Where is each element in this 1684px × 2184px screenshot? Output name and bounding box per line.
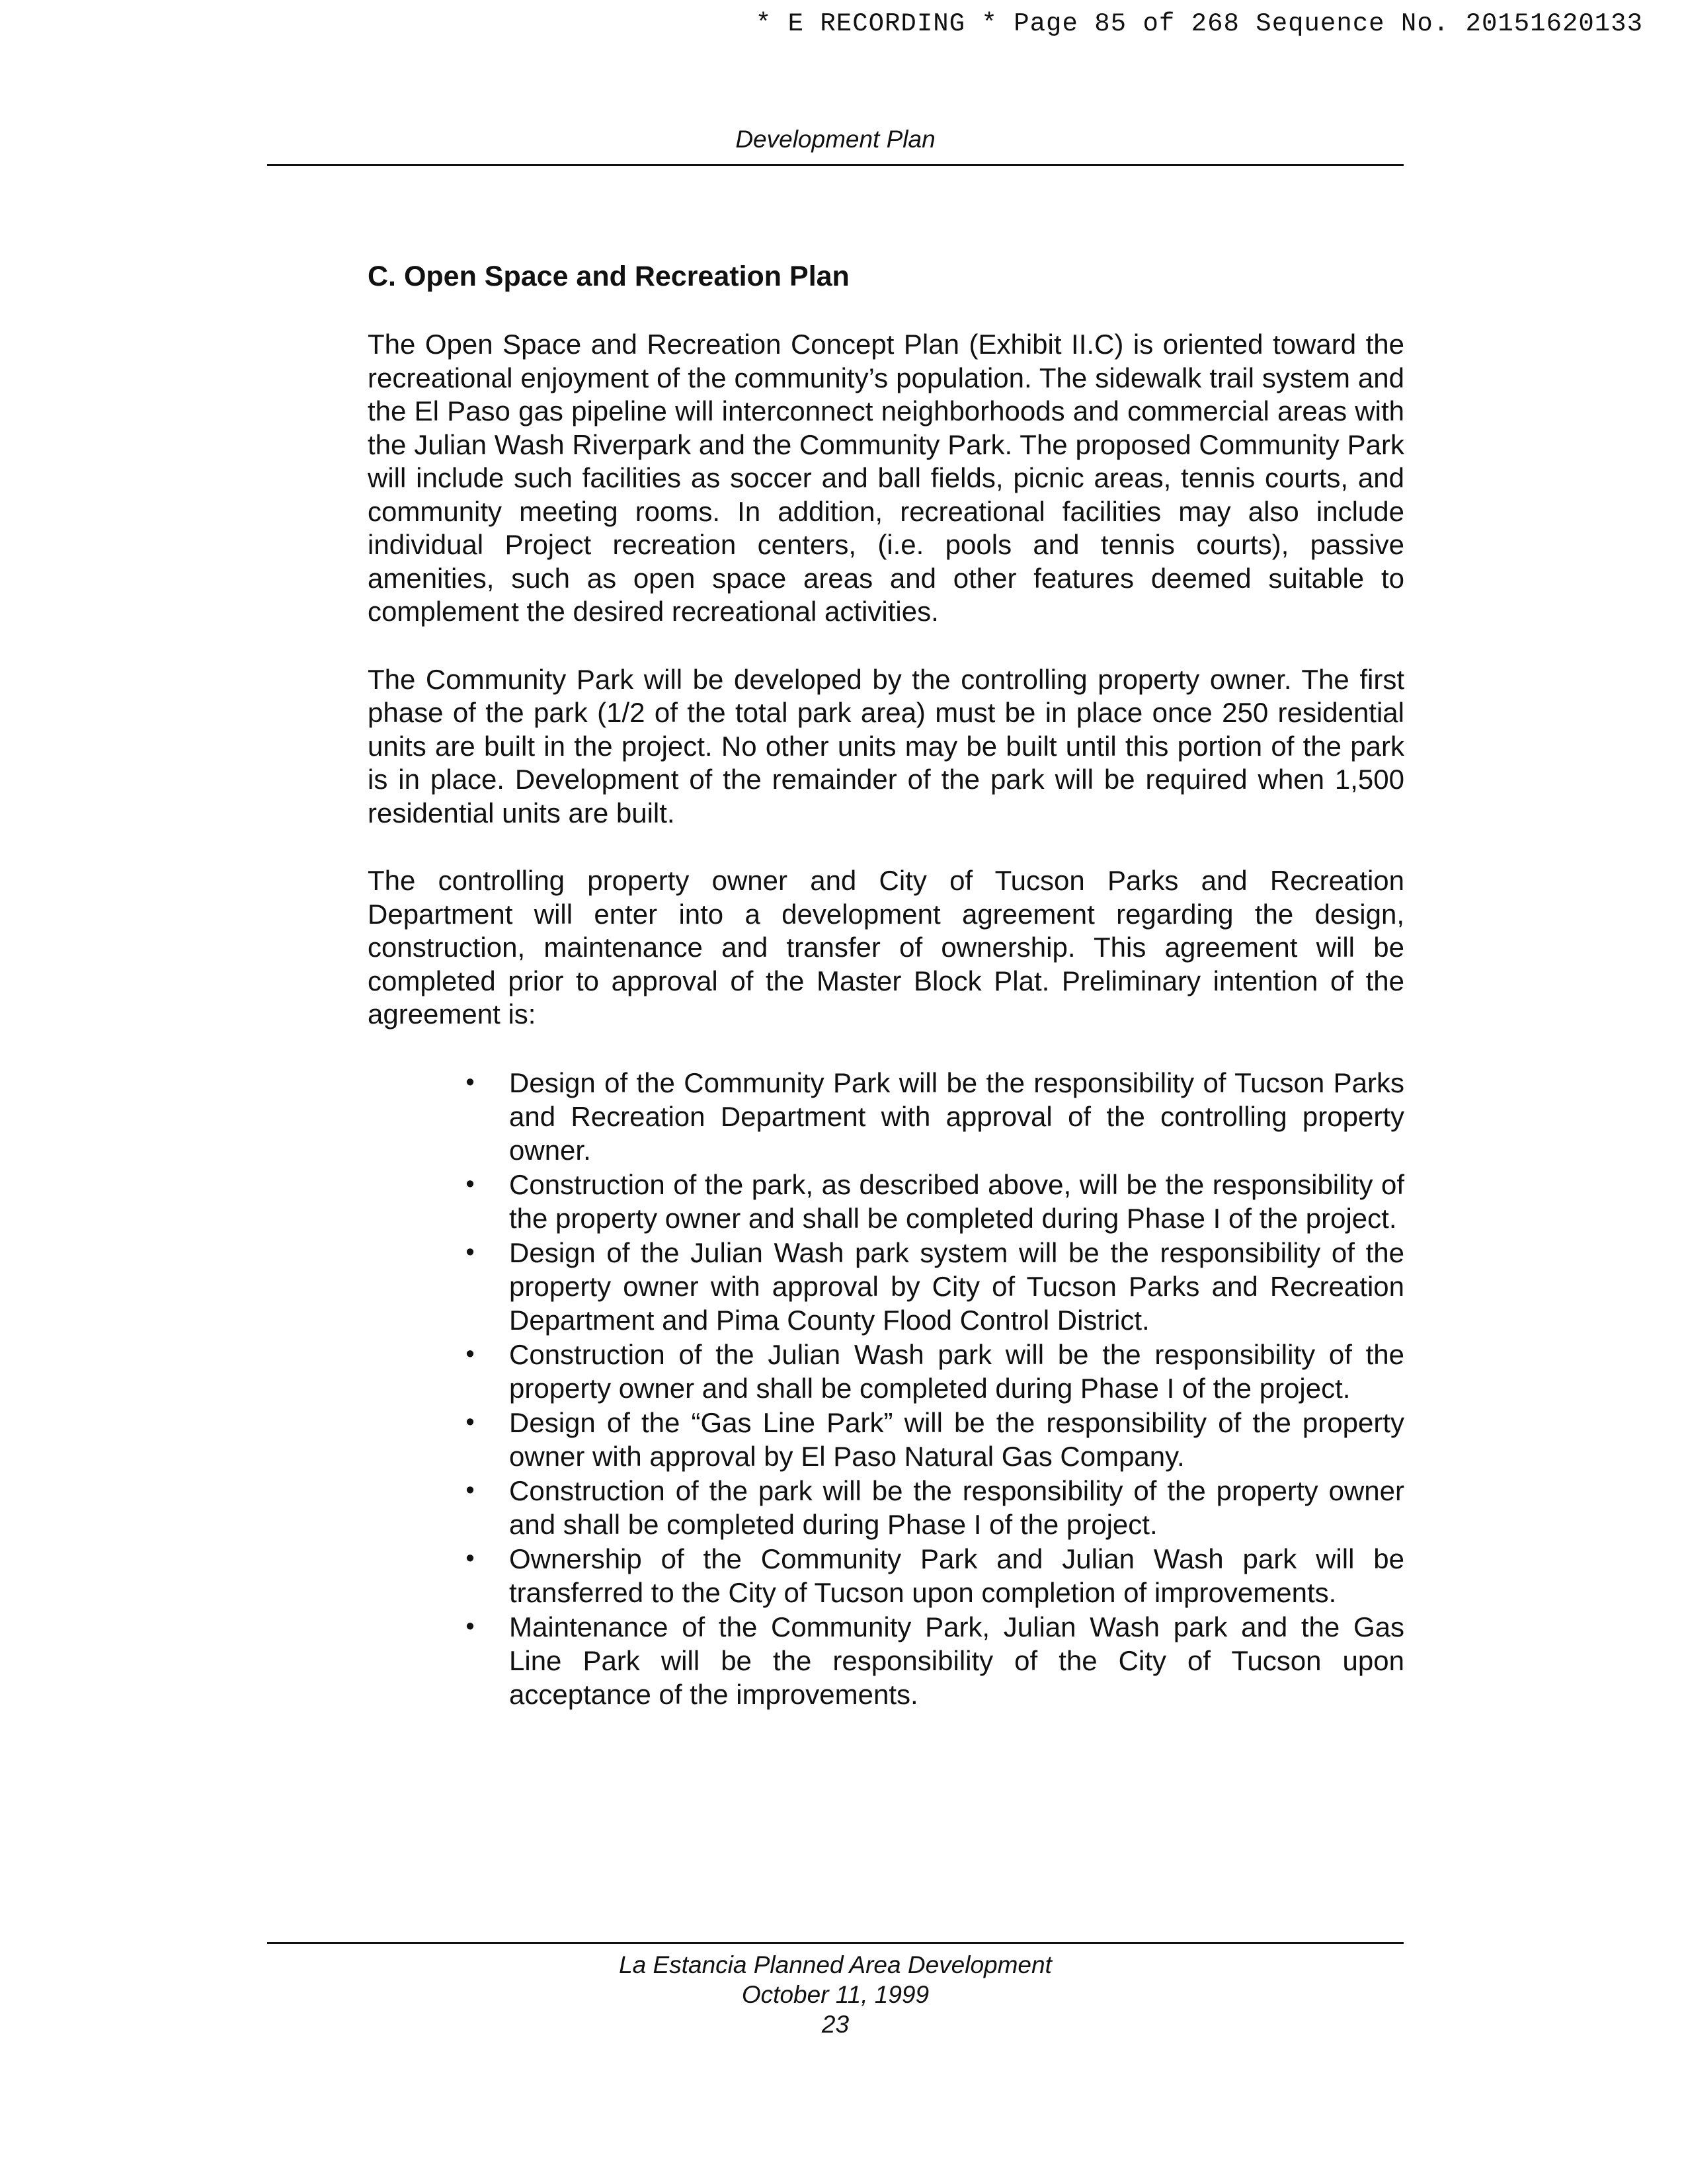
bullet-icon: • xyxy=(465,1408,475,1436)
footer-document-title: La Estancia Planned Area Development xyxy=(619,1951,1052,1978)
list-item xyxy=(465,1542,1404,1609)
bullet-icon: • xyxy=(465,1612,475,1640)
page-number: 23 xyxy=(821,2011,850,2038)
bullet-icon: • xyxy=(465,1544,475,1572)
bullet-icon: • xyxy=(465,1068,475,1096)
bullet-icon: • xyxy=(465,1340,475,1368)
paragraph-open-space-overview: The Open Space and Recreation Concept Plan (Exhibit II.C) is oriented toward the recreational enjoyment of the community’s population. The sidewalk trail system and the El Paso gas pipeline will interconnect neighborhoods and commercial areas with the Julian Wash Riverpark and the Community Park. The proposed Community Park will include such facilities as soccer and ball fields, picnic areas, tennis courts, and community meeting rooms. In addition, recreational facilities may also include individual Project recreation centers, (i.e. pools and tennis courts), passive amenities, such as open space areas and other features deemed suitable to complement the desired recreational activities. xyxy=(368,329,1404,627)
list-item xyxy=(465,1236,1404,1337)
list-item-text: Construction of the park will be the responsibility of the property owner and shall be completed during Phase I of the project. xyxy=(509,1475,1404,1540)
list-item-text: Design of the Community Park will be the responsibility of Tucson Parks and Recreation Department with approval of the controlling property owner. xyxy=(509,1067,1404,1166)
recording-stamp: * E RECORDING * Page 85 of 268 Sequence No. 20151620133 xyxy=(755,9,1643,38)
list-item-text: Design of the “Gas Line Park” will be the responsibility of the property owner with approval by El Paso Natural Gas Company. xyxy=(509,1406,1404,1472)
list-item xyxy=(465,1474,1404,1541)
list-item-text: Maintenance of the Community Park, Julian Wash park and the Gas Line Park will be the responsibility of the City of Tucson upon acceptance of the improvements. xyxy=(509,1611,1404,1710)
bullet-icon: • xyxy=(465,1476,475,1504)
bullet-icon: • xyxy=(465,1170,475,1198)
list-item xyxy=(465,1338,1404,1405)
footer-rule xyxy=(267,1942,1404,1944)
list-item xyxy=(465,1406,1404,1473)
list-item-text: Construction of the Julian Wash park will be the responsibility of the property owner and shall be completed during Phase I of the project. xyxy=(509,1338,1404,1404)
running-header: Development Plan xyxy=(735,126,936,153)
agreement-intentions-list xyxy=(368,1066,1404,1711)
page-body xyxy=(368,257,1404,1712)
section-heading: C. Open Space and Recreation Plan xyxy=(368,261,850,292)
page-footer xyxy=(267,1950,1404,2039)
list-item xyxy=(465,1168,1404,1235)
paragraph-development-agreement: The controlling property owner and City of Tucson Parks and Recreation Department will enter into a development agreement regarding the design, construction, maintenance and transfer of ownership. This agreement will be completed prior to approval of the Master Block Plat. Preliminary intention of the agreement is: xyxy=(368,865,1404,1030)
paragraph-community-park-phasing: The Community Park will be developed by the controlling property owner. The first phase of the park (1/2 of the total park area) must be in place once 250 residential units are built in the project. No other units may be built until this portion of the park is in place. Development of the remainder of the park will be required when 1,500 residential units are built. xyxy=(368,663,1404,829)
header-rule xyxy=(267,164,1404,166)
list-item-text: Design of the Julian Wash park system will be the responsibility of the property owner with approval by City of Tucson Parks and Recreation Department and Pima County Flood Control District. xyxy=(509,1236,1404,1336)
list-item xyxy=(465,1610,1404,1711)
list-item-text: Ownership of the Community Park and Julian Wash park will be transferred to the City of Tucson upon completion of improvements. xyxy=(509,1543,1404,1608)
list-item-text: Construction of the park, as described above, will be the responsibility of the property owner and shall be completed during Phase I of the project. xyxy=(509,1168,1404,1234)
bullet-icon: • xyxy=(465,1238,475,1266)
footer-date: October 11, 1999 xyxy=(741,1981,930,2008)
list-item xyxy=(465,1066,1404,1167)
